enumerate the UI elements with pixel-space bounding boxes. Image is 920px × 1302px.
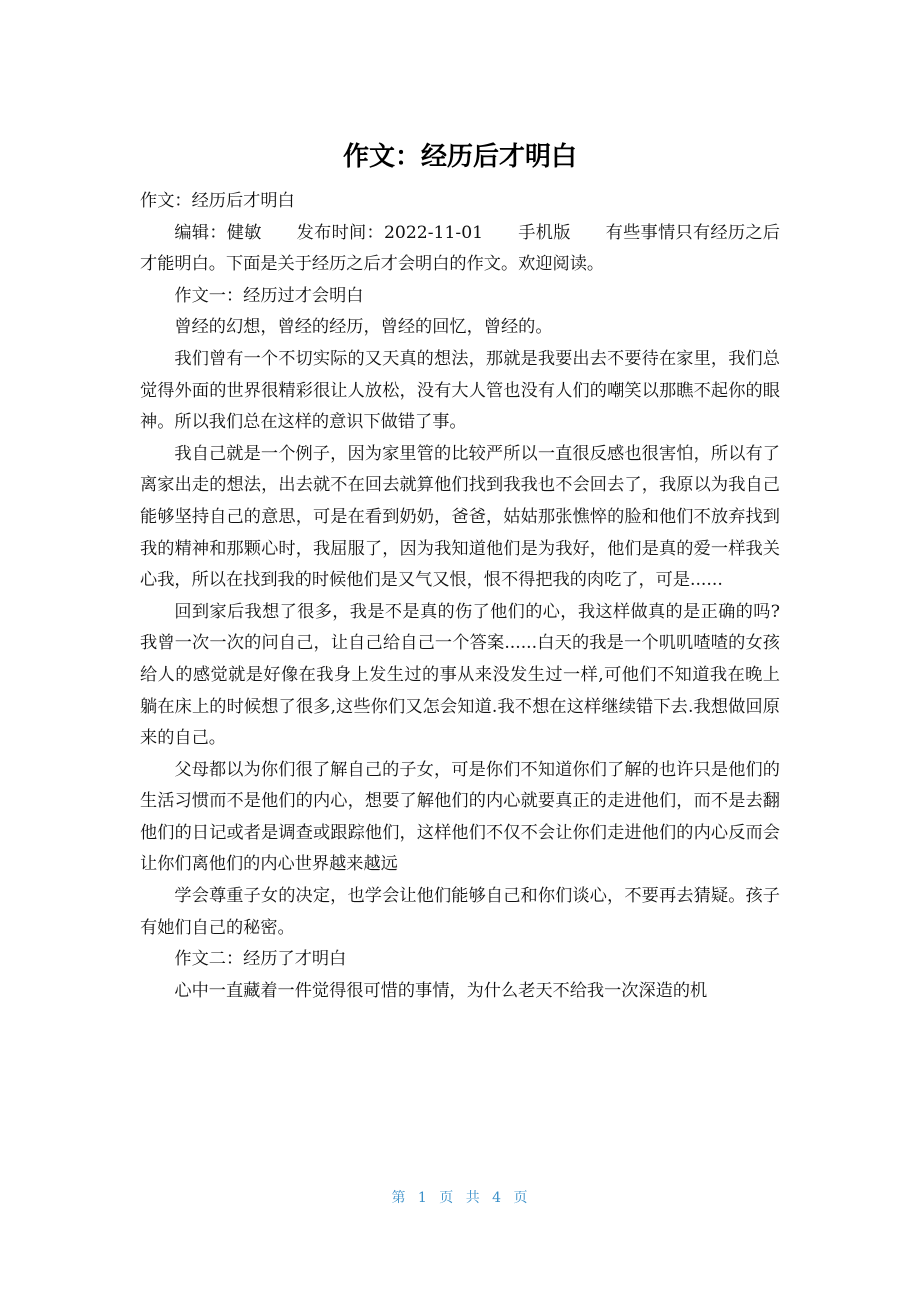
paragraph: 我们曾有一个不切实际的又天真的想法，那就是我要出去不要待在家里，我们总觉得外面的世界很精彩很让人放松，没有大人管也没有人们的嘲笑以那瞧不起你的眼神。所以我们总在这样的意识下做错了事。 [140,348,780,433]
paragraph: 心中一直藏着一件觉得很可惜的事情，为什么老天不给我一次深造的机 [174,980,708,1001]
paragraph-section-2-title: 作文二：经历了才明白 [174,949,347,970]
paragraph-heading: 作文：经历后才明白 [140,191,295,211]
paragraph: 我自己就是一个例子，因为家里管的比较严所以一直很反感也很害怕，所以有了离家出走的想法，出去就不在回去就算他们找到我我也不会回去了，我原以为我自己能够坚持自己的意思，可是在看到奶奶，爸爸，姑姑那张憔悴的脸和他们不放弃找到我的精神和那颗心时，我屈服了，因为我知道他们是为我好，他们是真的爱一样我关心我，所以在找到我的时候他们是又气又恨，恨不得把我的肉吃了，可是...... [140,443,780,591]
paragraph-section-1-title: 作文一：经历过才会明白 [174,285,364,306]
paragraph: 学会尊重子女的决定，也学会让他们能够自己和你们谈心，不要再去猜疑。孩子有她们自己的秘密。 [140,886,780,938]
document-body [140,186,780,1007]
paragraph: 曾经的幻想，曾经的经历，曾经的回忆，曾经的。 [174,317,553,338]
page-number-footer: 第 1 页 共 4 页 [391,1190,529,1206]
document-title: 作文：经历后才明白 [342,142,577,172]
paragraph-meta: 编辑：健敏 发布时间：2022-11-01 手机版 有些事情只有经历之后才能明白。下面是关于经历之后才会明白的作文。欢迎阅读。 [140,222,780,275]
paragraph: 回到家后我想了很多，我是不是真的伤了他们的心，我这样做真的是正确的吗?我曾一次一次的问自己，让自己给自己一个答案......白天的我是一个叽叽喳喳的女孩给人的感觉就是好像在我身上发生过的事从来没发生过一样,可他们不知道我在晚上躺在床上的时候想了很多,这些你们又怎会知道.我不想在这样继续错下去.我想做回原来的自己。 [140,601,780,749]
paragraph: 父母都以为你们很了解自己的子女，可是你们不知道你们了解的也许只是他们的生活习惯而不是他们的内心，想要了解他们的内心就要真正的走进他们，而不是去翻他们的日记或者是调查或跟踪他们，这样他们不仅不会让你们走进他们的内心反而会让你们离他们的内心世界越来越远 [140,759,780,875]
